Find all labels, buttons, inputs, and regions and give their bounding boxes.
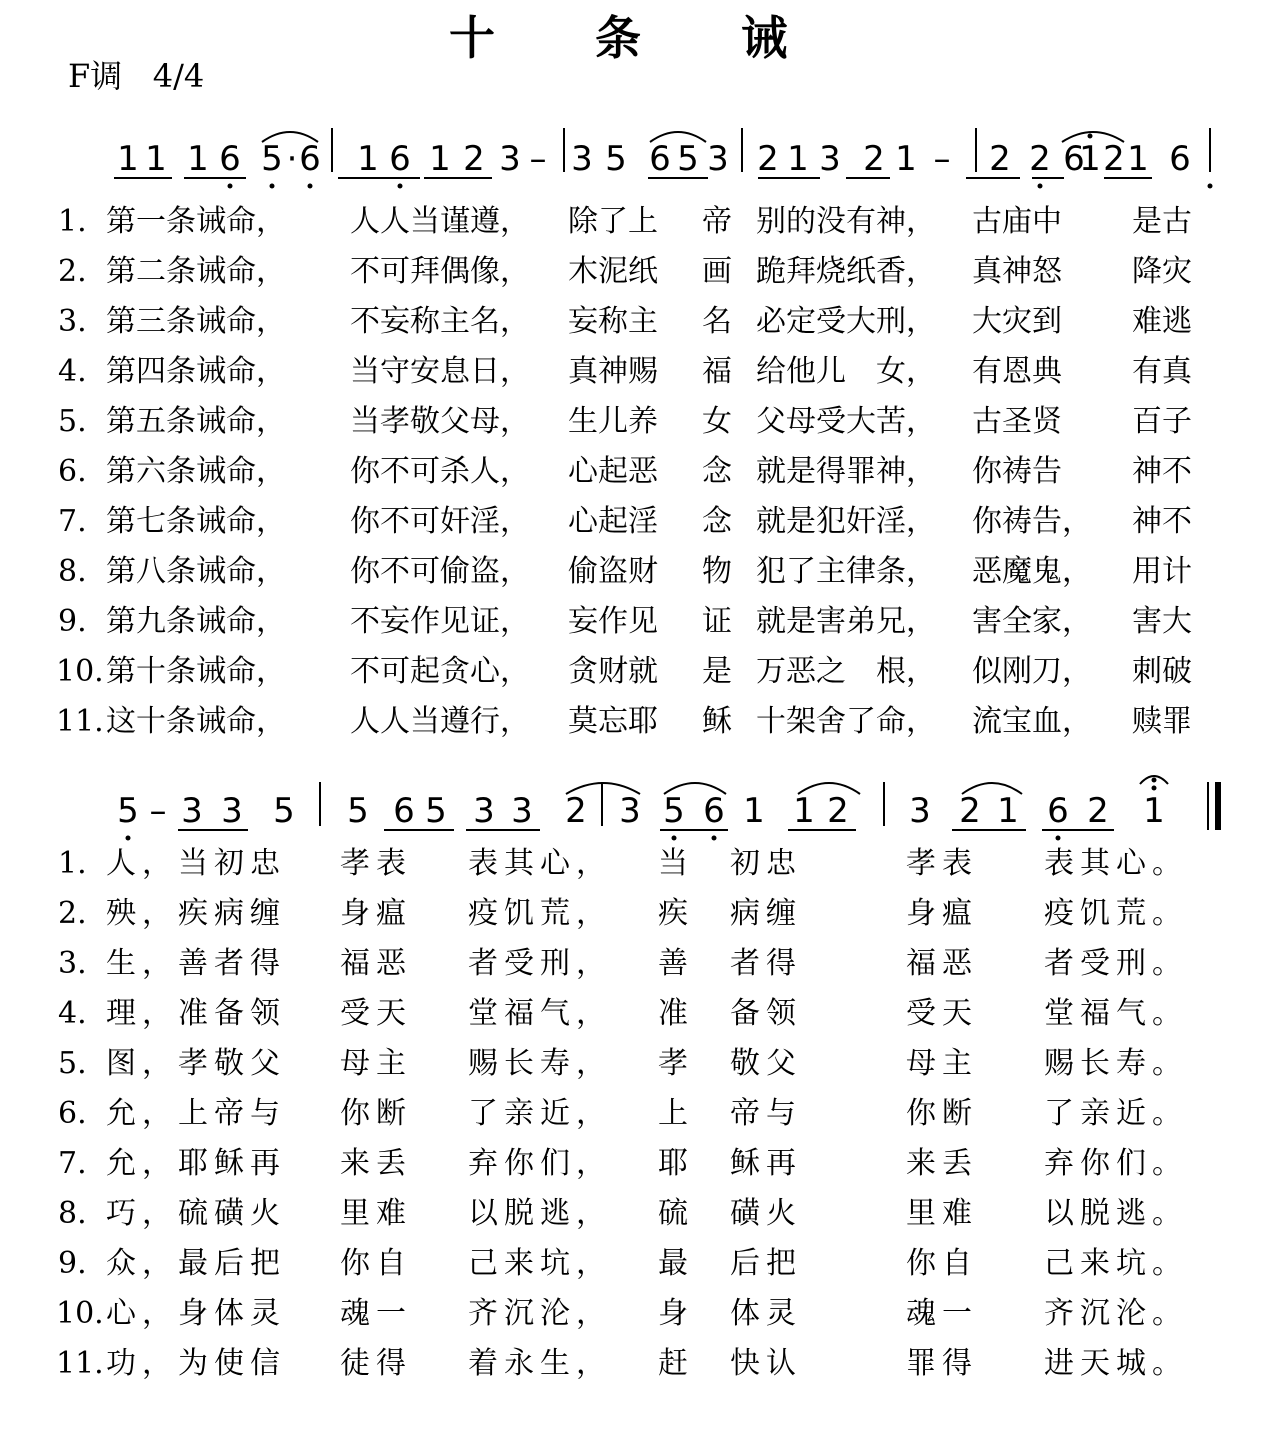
note: 2 xyxy=(1087,791,1109,831)
lyric-segment: 受天 xyxy=(340,996,412,1031)
lyric-segment: 硫 磺火 xyxy=(658,1196,802,1231)
lyric-segment: 母主 xyxy=(906,1046,978,1081)
note: · xyxy=(286,139,298,179)
note: 3 xyxy=(473,791,495,831)
verse-number: 1. xyxy=(58,846,87,881)
octave-dot-below xyxy=(308,184,313,189)
lyric-segment: 堂福气， xyxy=(468,996,612,1031)
lyric-segment: 人人当遵行， xyxy=(350,704,530,739)
note: 1 xyxy=(357,139,379,179)
lyric-segment: 万恶之 根， xyxy=(756,654,936,689)
note: 5 xyxy=(273,791,295,831)
lyric-segment: 以脱逃， xyxy=(468,1196,612,1231)
lyric-segment: 用计 xyxy=(1132,554,1192,589)
lyric-segment: 齐沉沦， xyxy=(468,1296,612,1331)
note: 5 xyxy=(663,791,685,831)
lyric-segment: 大灾到 xyxy=(972,304,1062,339)
key-signature: F调 xyxy=(68,57,123,95)
lyric-segment: 给他儿 女， xyxy=(756,354,936,389)
song-title: 十 条 诫 xyxy=(448,11,830,65)
lyric-segment: 理，准备领 xyxy=(106,996,286,1031)
lyric-segment: 赶 快认 xyxy=(658,1346,802,1381)
lyric-segment: 降灾 xyxy=(1132,254,1192,289)
lyric-segment: 里难 xyxy=(340,1196,412,1231)
note: 6 xyxy=(649,139,671,179)
lyric-segment: 生，善者得 xyxy=(106,946,286,981)
lyric-segment: 魂一 xyxy=(340,1296,412,1331)
lyric-segment: 里难 xyxy=(906,1196,978,1231)
lyric-segment: 流宝血， xyxy=(972,704,1092,739)
lyric-segment: 表其心。 xyxy=(1044,846,1188,881)
lyric-segment: 福恶 xyxy=(340,946,412,981)
note: 1 xyxy=(793,791,815,831)
lyric-segment: 来丢 xyxy=(906,1146,978,1181)
note: 5 xyxy=(605,139,627,179)
octave-dot-above xyxy=(1152,786,1157,791)
lyric-segment: 者受刑， xyxy=(468,946,612,981)
lyric-segment: 罪得 xyxy=(906,1346,978,1381)
octave-dot-below xyxy=(712,836,717,841)
key-time-signature xyxy=(68,56,204,96)
note: 2 xyxy=(989,139,1011,179)
lyric-segment: 似刚刀， xyxy=(972,654,1092,689)
note: 2 xyxy=(959,791,981,831)
lyric-segment: 不可拜偶像， xyxy=(350,254,530,289)
lyric-segment: 己来坑， xyxy=(468,1246,612,1281)
fermata-dot xyxy=(1152,778,1157,783)
lyric-segment: 证 xyxy=(702,604,732,639)
lyric-segment: 表其心， xyxy=(468,846,612,881)
note: 3 xyxy=(221,791,243,831)
lyric-segment: 你自 xyxy=(340,1246,412,1281)
lyric-segment: 上 帝与 xyxy=(658,1096,802,1131)
verse-number: 2. xyxy=(58,254,87,289)
verse-number: 6. xyxy=(58,1096,87,1131)
octave-dot-below xyxy=(126,836,131,841)
lyric-segment: 女 xyxy=(702,404,732,439)
note: 3 xyxy=(571,139,593,179)
lyric-segment: 别的没有神， xyxy=(756,204,936,239)
lyric-segment: 堂福气。 xyxy=(1044,996,1188,1031)
note: 2 xyxy=(1029,139,1051,179)
note: 3 xyxy=(181,791,203,831)
lyric-segment: 者受刑。 xyxy=(1044,946,1188,981)
lyric-segment: 有真 xyxy=(1132,354,1192,389)
lyric-segment: 允，上帝与 xyxy=(106,1096,286,1131)
note: 2 xyxy=(827,791,849,831)
verse-number: 10. xyxy=(56,654,104,689)
lyric-segment: 心起淫 xyxy=(568,504,658,539)
lyric-segment: 疫饥荒， xyxy=(468,896,612,931)
time-signature: 4/4 xyxy=(152,57,205,95)
lyric-segment: 帝 xyxy=(702,204,732,239)
lyric-segment: 第十条诫命， xyxy=(106,654,286,689)
lyric-segment: 莫忘耶 xyxy=(568,704,658,739)
lyric-segment: 己来坑。 xyxy=(1044,1246,1188,1281)
lyric-segment: 恶魔鬼， xyxy=(972,554,1092,589)
lyric-segment: 你不可奸淫， xyxy=(350,504,530,539)
lyric-segment: 弃你们。 xyxy=(1044,1146,1188,1181)
note: 3 xyxy=(819,139,841,179)
lyric-segment: 最 后把 xyxy=(658,1246,802,1281)
lyric-segment: 有恩典 xyxy=(972,354,1062,389)
note: 2 xyxy=(463,139,485,179)
note: 3 xyxy=(707,139,729,179)
lyric-segment: 妄作见 xyxy=(568,604,658,639)
lyric-segment: 你不可杀人， xyxy=(350,454,530,489)
lyric-segment: 当 初忠 xyxy=(658,846,802,881)
lyric-segment: 第八条诫命， xyxy=(106,554,286,589)
verse-number: 4. xyxy=(58,996,87,1031)
lyric-segment: 真神赐 xyxy=(568,354,658,389)
lyric-segment: 母主 xyxy=(340,1046,412,1081)
octave-dot-below xyxy=(270,184,275,189)
verse-number: 2. xyxy=(58,896,87,931)
note: 2 xyxy=(757,139,779,179)
lyric-segment: 来丢 xyxy=(340,1146,412,1181)
note: 5 xyxy=(677,139,699,179)
lyric-segment: 古庙中 xyxy=(972,204,1062,239)
note: 6 xyxy=(703,791,725,831)
lyric-segment: 必定受大刑， xyxy=(756,304,936,339)
lyric-segment: 你断 xyxy=(906,1096,978,1131)
lyric-segment: 你不可偷盗， xyxy=(350,554,530,589)
note: 1 xyxy=(187,139,209,179)
note: – xyxy=(933,139,951,179)
lyric-segment: 了亲近， xyxy=(468,1096,612,1131)
note: 6 xyxy=(1169,139,1191,179)
verse-number: 6. xyxy=(58,454,87,489)
note: 1 xyxy=(997,791,1019,831)
lyric-segment: 以脱逃。 xyxy=(1044,1196,1188,1231)
lyric-segment: 不可起贪心， xyxy=(350,654,530,689)
lyric-segment: 第四条诫命， xyxy=(106,354,286,389)
note: 3 xyxy=(909,791,931,831)
octave-dot-below xyxy=(672,836,677,841)
lyric-segment: 赐长寿， xyxy=(468,1046,612,1081)
lyric-segment: 百子 xyxy=(1132,404,1192,439)
note: 3 xyxy=(619,791,641,831)
verse-number: 1. xyxy=(58,204,87,239)
lyric-segment: 妄称主 xyxy=(568,304,658,339)
verse-number: 5. xyxy=(58,1046,87,1081)
lyric-segment: 第三条诫命， xyxy=(106,304,286,339)
lyric-segment: 物 xyxy=(702,554,732,589)
lyric-segment: 耶 稣再 xyxy=(658,1146,802,1181)
note: 6 xyxy=(1063,139,1085,179)
note: 1 xyxy=(743,791,765,831)
lyric-segment: 你祷告， xyxy=(972,504,1092,539)
lyric-segment: 允，耶稣再 xyxy=(106,1146,286,1181)
lyric-segment: 巧，硫磺火 xyxy=(106,1196,286,1231)
lyric-segment: 心起恶 xyxy=(568,454,658,489)
lyric-segment: 孝表 xyxy=(906,846,978,881)
lyric-segment: 害全家， xyxy=(972,604,1092,639)
verse-number: 4. xyxy=(58,354,87,389)
lyric-segment: 准 备领 xyxy=(658,996,802,1031)
lyric-segment: 画 xyxy=(702,254,732,289)
note: 1 xyxy=(1127,139,1149,179)
lyric-segment: 生儿养 xyxy=(568,404,658,439)
lyric-segment: 疫饥荒。 xyxy=(1044,896,1188,931)
lyric-segment: 人人当谨遵， xyxy=(350,204,530,239)
lyric-segment: 名 xyxy=(702,304,732,339)
lyric-segment: 不妄称主名， xyxy=(350,304,530,339)
verse-number: 3. xyxy=(58,304,87,339)
octave-dot-below xyxy=(1208,184,1213,189)
lyric-segment: 你断 xyxy=(340,1096,412,1131)
octave-dot-below xyxy=(1038,184,1043,189)
lyric-segment: 魂一 xyxy=(906,1296,978,1331)
lyric-segment: 孝 敬父 xyxy=(658,1046,802,1081)
lyric-segment: 第七条诫命， xyxy=(106,504,286,539)
lyric-segment: 稣 xyxy=(702,704,732,739)
verse-number: 8. xyxy=(58,554,87,589)
lyric-segment: 了亲近。 xyxy=(1044,1096,1188,1131)
lyric-segment: 神不 xyxy=(1132,504,1192,539)
lyric-segment: 就是害弟兄， xyxy=(756,604,936,639)
lyric-segment: 古圣贤 xyxy=(972,404,1062,439)
verse-number: 5. xyxy=(58,404,87,439)
lyric-segment: 贪财就 xyxy=(568,654,658,689)
lyric-segment: 偷盗财 xyxy=(568,554,658,589)
lyric-segment: 犯了主律条， xyxy=(756,554,936,589)
lyric-segment: 心，身体灵 xyxy=(106,1296,286,1331)
lyric-segment: 害大 xyxy=(1132,604,1192,639)
note: 3 xyxy=(511,791,533,831)
note: 5 xyxy=(261,139,283,179)
note: 5 xyxy=(117,791,139,831)
note: 1 xyxy=(1143,791,1165,831)
lyric-segment: 跪拜烧纸香， xyxy=(756,254,936,289)
note: 6 xyxy=(1047,791,1069,831)
lyric-segment: 念 xyxy=(702,454,732,489)
verse-number: 9. xyxy=(58,604,87,639)
note: 6 xyxy=(389,139,411,179)
lyric-segment: 木泥纸 xyxy=(568,254,658,289)
octave-dot-below xyxy=(398,184,403,189)
lyric-segment: 齐沉沦。 xyxy=(1044,1296,1188,1331)
lyric-segment: 第六条诫命， xyxy=(106,454,286,489)
note: 1 xyxy=(117,139,139,179)
note: 2 xyxy=(565,791,587,831)
lyric-segment: 父母受大苦， xyxy=(756,404,936,439)
lyric-segment: 第九条诫命， xyxy=(106,604,286,639)
lyric-segment: 当孝敬父母， xyxy=(350,404,530,439)
lyric-segment: 当守安息日， xyxy=(350,354,530,389)
verse-number: 11. xyxy=(56,1346,104,1381)
lyric-segment: 念 xyxy=(702,504,732,539)
note: 6 xyxy=(393,791,415,831)
note: 5 xyxy=(347,791,369,831)
lyric-segment: 着永生， xyxy=(468,1346,612,1381)
lyric-segment: 十架舍了命， xyxy=(756,704,936,739)
lyric-segment: 功，为使信 xyxy=(106,1346,286,1381)
lyric-segment: 赐长寿。 xyxy=(1044,1046,1188,1081)
lyric-segment: 这十条诫命， xyxy=(106,704,286,739)
lyric-segment: 图，孝敬父 xyxy=(106,1046,286,1081)
lyric-segment: 是古 xyxy=(1132,204,1192,239)
lyric-segment: 福 xyxy=(702,354,732,389)
lyric-segment: 是 xyxy=(702,654,732,689)
lyric-segment: 人，当初忠 xyxy=(106,846,286,881)
lyric-segment: 福恶 xyxy=(906,946,978,981)
note: 1 xyxy=(1079,139,1101,179)
note: 6 xyxy=(299,139,321,179)
lyric-segment: 你自 xyxy=(906,1246,978,1281)
lyric-segment: 殃，疾病缠 xyxy=(106,896,286,931)
lyric-segment: 孝表 xyxy=(340,846,412,881)
note: 6 xyxy=(219,139,241,179)
octave-dot-below xyxy=(228,184,233,189)
lyric-segment: 徒得 xyxy=(340,1346,412,1381)
lyric-segment: 善 者得 xyxy=(658,946,802,981)
lyric-segment: 弃你们， xyxy=(468,1146,612,1181)
verse-number: 7. xyxy=(58,504,87,539)
lyric-segment: 除了上 xyxy=(568,204,658,239)
verse-number: 11. xyxy=(56,704,104,739)
note: 1 xyxy=(895,139,917,179)
note: – xyxy=(529,139,547,179)
lyric-segment: 难逃 xyxy=(1132,304,1192,339)
lyric-segment: 身瘟 xyxy=(906,896,978,931)
lyric-segment: 就是得罪神， xyxy=(756,454,936,489)
lyric-segment: 就是犯奸淫， xyxy=(756,504,936,539)
lyric-segment: 疾 病缠 xyxy=(658,896,802,931)
note: – xyxy=(149,791,167,831)
lyric-segment: 受天 xyxy=(906,996,978,1031)
lyric-segment: 第一条诫命， xyxy=(106,204,286,239)
lyric-segment: 第二条诫命， xyxy=(106,254,286,289)
lyric-segment: 进天城。 xyxy=(1044,1346,1188,1381)
verse-number: 8. xyxy=(58,1196,87,1231)
verse-number: 7. xyxy=(58,1146,87,1181)
note: 1 xyxy=(429,139,451,179)
note: 2 xyxy=(863,139,885,179)
lyric-segment: 不妄作见证， xyxy=(350,604,530,639)
lyric-segment: 众，最后把 xyxy=(106,1246,286,1281)
octave-dot-below xyxy=(1056,836,1061,841)
lyric-segment: 第五条诫命， xyxy=(106,404,286,439)
lyric-segment: 真神怒 xyxy=(972,254,1062,289)
lyric-segment: 赎罪 xyxy=(1132,704,1192,739)
verse-number: 3. xyxy=(58,946,87,981)
verse-number: 10. xyxy=(56,1296,104,1331)
lyric-segment: 身 体灵 xyxy=(658,1296,802,1331)
note: 3 xyxy=(499,139,521,179)
verse-number: 9. xyxy=(58,1246,87,1281)
lyric-segment: 刺破 xyxy=(1132,654,1192,689)
lyric-segment: 你祷告 xyxy=(972,454,1062,489)
lyric-segment: 身瘟 xyxy=(340,896,412,931)
lyric-segment: 神不 xyxy=(1132,454,1192,489)
octave-dot-above xyxy=(1088,134,1093,139)
note: 5 xyxy=(425,791,447,831)
note: 1 xyxy=(145,139,167,179)
note: 2 xyxy=(1103,139,1125,179)
note: 1 xyxy=(787,139,809,179)
